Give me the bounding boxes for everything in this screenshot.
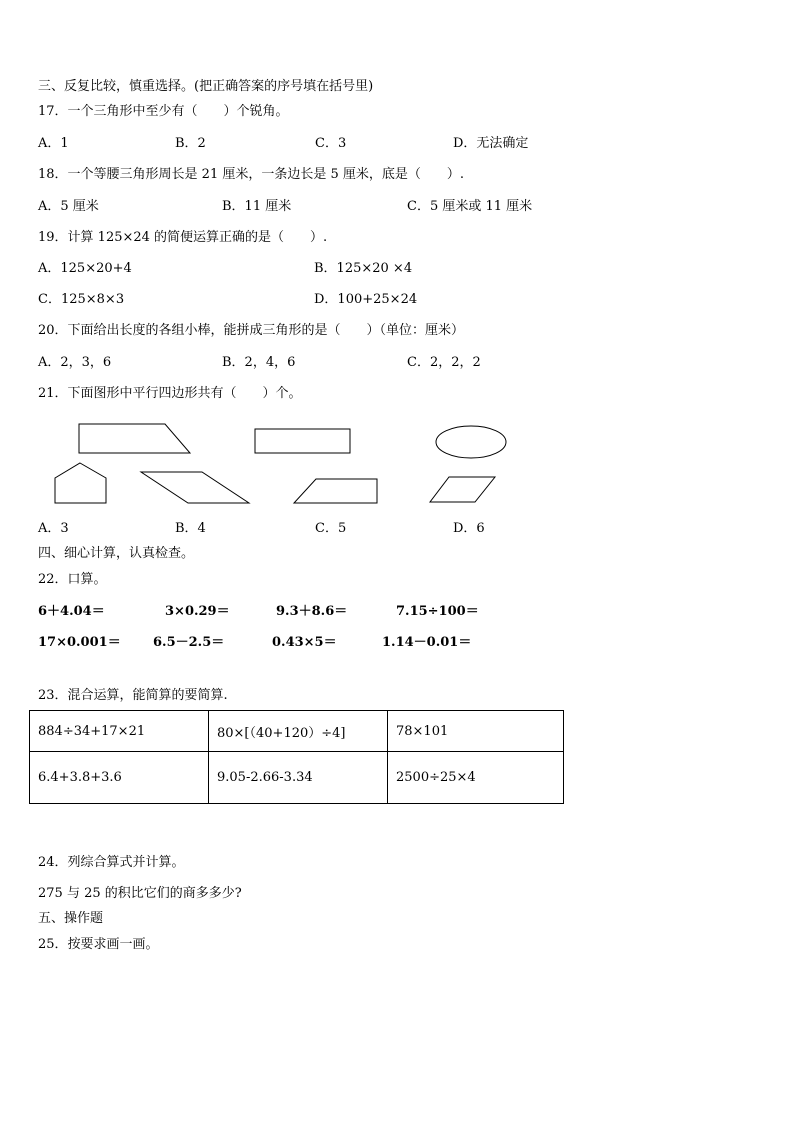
q17-option-b: B．2: [175, 136, 206, 151]
question-19: 19．计算 125×24 的简便运算正确的是（ ）.: [38, 230, 328, 245]
table-cell: 2500÷25×4: [388, 752, 564, 804]
q20-option-a: A．2，3，6: [38, 355, 112, 370]
oral-calc-1-1: 6＋4.04＝: [38, 604, 105, 619]
trapezoid-shape: [294, 479, 377, 503]
oral-calc-2-2: 6.5－2.5＝: [153, 635, 225, 650]
oral-calc-1-4: 7.15÷100＝: [396, 604, 479, 619]
table-row: [30, 711, 564, 752]
oral-calc-2-1: 17×0.001＝: [38, 635, 121, 650]
oral-calc-2-3: 0.43×5＝: [272, 635, 337, 650]
rectangle-shape: [255, 429, 350, 453]
q20-option-c: C．2，2，2: [407, 355, 481, 370]
q18-option-c: C．5 厘米或 11 厘米: [407, 199, 533, 214]
question-22: 22．口算。: [38, 572, 107, 587]
question-23: 23．混合运算，能简算的要简算.: [38, 688, 228, 703]
table-cell: 884÷34+17×21: [30, 711, 209, 752]
right-trapezoid-shape: [79, 424, 190, 453]
q19-option-c: C．125×8×3: [38, 292, 125, 307]
parallelogram-shape-2: [430, 477, 495, 502]
oral-calc-2-4: 1.14－0.01＝: [382, 635, 472, 650]
section-5-title: 五、操作题: [38, 911, 104, 926]
q19-option-a: A．125×20+4: [38, 261, 132, 276]
q20-option-b: B．2，4，6: [222, 355, 296, 370]
section-3-title: 三、反复比较，慎重选择。(把正确答案的序号填在括号里): [38, 79, 374, 94]
question-25: 25．按要求画一画。: [38, 937, 159, 952]
q21-option-b: B．4: [175, 521, 206, 536]
table-cell: 80×[（40+120）÷4]: [209, 711, 388, 752]
question-21: 21．下面图形中平行四边形共有（ ）个。: [38, 386, 302, 401]
q21-option-c: C．5: [315, 521, 347, 536]
table-row: [30, 752, 564, 804]
question-24: 24．列综合算式并计算。: [38, 855, 185, 870]
question-17: 17．一个三角形中至少有（ ）个锐角。: [38, 104, 289, 119]
q18-option-b: B．11 厘米: [222, 199, 292, 214]
question-20: 20．下面给出长度的各组小棒，能拼成三角形的是（ ）（单位：厘米）: [38, 323, 465, 338]
mixed-operations-table: [29, 710, 564, 804]
q19-option-b: B．125×20 ×4: [314, 261, 413, 276]
section-4-title: 四、细心计算，认真检查。: [38, 546, 195, 561]
oral-calc-1-3: 9.3＋8.6＝: [276, 604, 348, 619]
ellipse-shape: [436, 426, 506, 458]
parallelogram-shape-1: [141, 472, 249, 503]
oral-calc-1-2: 3×0.29＝: [165, 604, 230, 619]
q18-option-a: A．5 厘米: [38, 199, 99, 214]
q19-option-d: D．100+25×24: [314, 292, 418, 307]
q17-option-d: D．无法确定: [453, 136, 529, 151]
table-cell: 78×101: [388, 711, 564, 752]
q17-option-a: A．1: [38, 136, 69, 151]
q17-option-c: C．3: [315, 136, 347, 151]
table-cell: 9.05-2.66-3.34: [209, 752, 388, 804]
question-24-text: 275 与 25 的积比它们的商多多少?: [38, 886, 242, 901]
q21-option-d: D．6: [453, 521, 485, 536]
q21-option-a: A．3: [38, 521, 69, 536]
question-18: 18．一个等腰三角形周长是 21 厘米，一条边长是 5 厘米，底是（ ）.: [38, 167, 465, 182]
pentagon-shape: [55, 463, 106, 503]
table-cell: 6.4+3.8+3.6: [30, 752, 209, 804]
